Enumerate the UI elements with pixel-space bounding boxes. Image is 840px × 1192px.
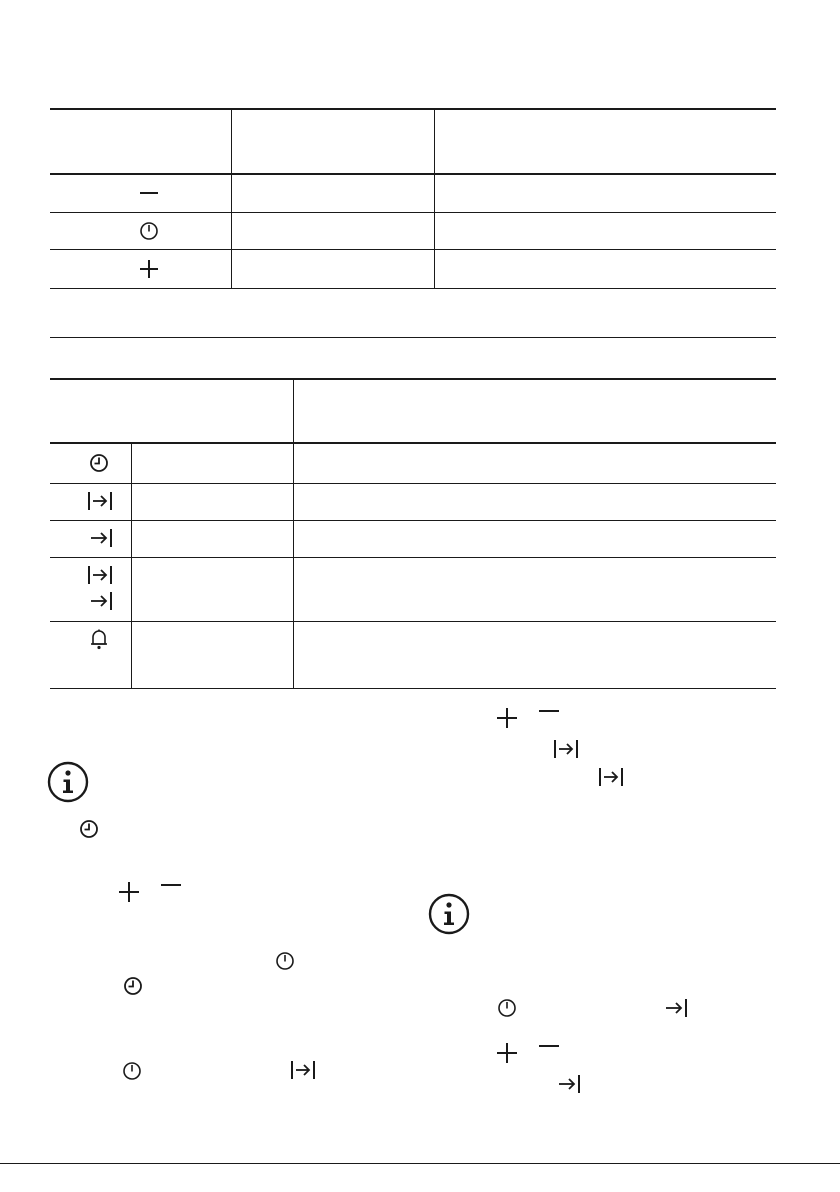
table-rule xyxy=(50,621,776,622)
table-column-divider xyxy=(231,108,232,289)
table-rule xyxy=(50,688,776,689)
end-time-icon xyxy=(555,1073,581,1095)
clock-icon xyxy=(139,221,159,241)
clock-icon xyxy=(497,998,517,1018)
table-rule xyxy=(50,173,776,175)
table-rule xyxy=(50,378,776,380)
time-of-day-icon xyxy=(79,819,99,839)
table-rule xyxy=(50,557,776,558)
table-column-divider xyxy=(434,108,435,289)
end-time-icon xyxy=(87,527,113,549)
duration-icon xyxy=(87,490,113,512)
bell-icon xyxy=(89,628,109,650)
table-column-divider xyxy=(131,443,132,689)
table-rule xyxy=(50,442,776,444)
clock-icon xyxy=(275,951,295,971)
plus-icon xyxy=(496,707,518,729)
plus-icon xyxy=(139,259,159,279)
section-rule xyxy=(50,337,776,338)
minus-icon xyxy=(139,183,159,203)
time-of-day-icon xyxy=(123,976,143,996)
table-rule xyxy=(50,249,776,250)
table-column-divider xyxy=(293,378,294,689)
info-icon xyxy=(428,893,470,935)
table-rule xyxy=(50,483,776,484)
duration-icon xyxy=(598,766,624,788)
clock-icon xyxy=(122,1061,142,1081)
plus-icon xyxy=(496,1042,518,1064)
duration-icon xyxy=(553,738,579,760)
table-rule xyxy=(50,108,776,110)
time-of-day-icon xyxy=(89,453,109,473)
minus-icon xyxy=(538,1042,560,1064)
plus-icon xyxy=(118,881,140,903)
page-bottom-rule xyxy=(0,1163,840,1164)
table-rule xyxy=(50,520,776,521)
end-time-icon xyxy=(662,997,688,1019)
minus-icon xyxy=(160,881,182,903)
duration-icon xyxy=(87,564,113,586)
minus-icon xyxy=(538,707,560,729)
duration-icon xyxy=(290,1059,316,1081)
info-icon xyxy=(47,761,89,803)
table-rule xyxy=(50,288,776,289)
end-time-icon xyxy=(87,590,113,612)
table-rule xyxy=(50,212,776,213)
